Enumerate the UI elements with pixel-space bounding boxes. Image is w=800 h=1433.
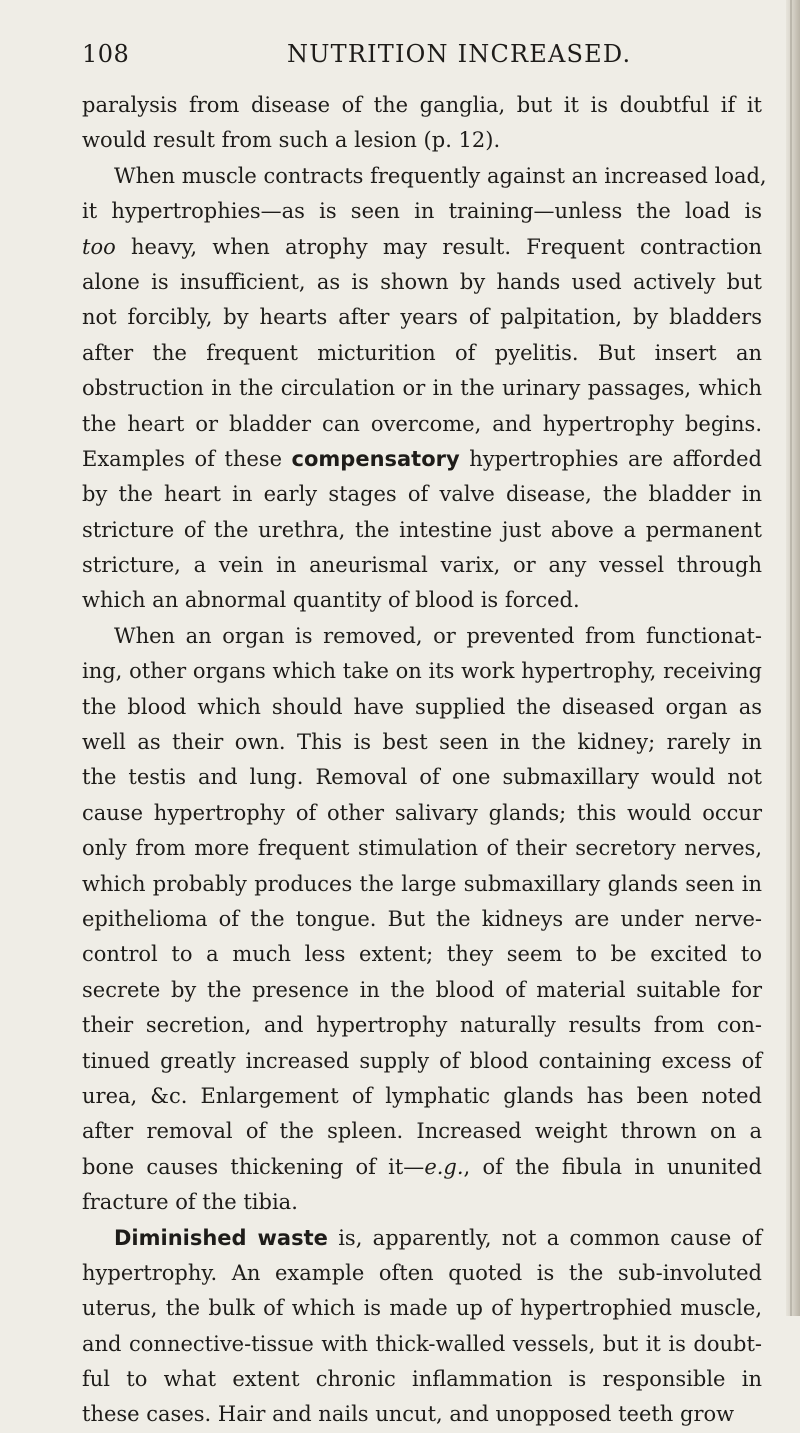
text-line: after the frequent micturition of pyelitis. But insert an (82, 340, 762, 365)
text-line: ful to what extent chronic inflammation is responsible in (82, 1367, 762, 1392)
text-line: by the heart in early stages of valve disease, the bladder in (82, 482, 762, 507)
text-line: fracture of the tibia. (82, 1190, 298, 1215)
text-line: these cases. Hair and nails uncut, and unopposed teeth grow (82, 1402, 735, 1427)
text-line: urea, &c. Enlargement of lymphatic glands has been noted (82, 1083, 762, 1108)
page-edge-shadow (786, 0, 800, 1316)
text-line: the heart or bladder can overcome, and hypertrophy begins. (82, 411, 762, 436)
text-line: only from more frequent stimulation of their secretory nerves, (82, 836, 762, 861)
text-line: the testis and lung. Removal of one submaxillary would not (82, 765, 762, 790)
text-line: the blood which should have supplied the diseased organ as (82, 694, 762, 719)
text-line (82, 1221, 762, 1256)
line-segment: , of the fibula in ununited (463, 1154, 762, 1179)
text-line: When an organ is removed, or prevented from functionat- (114, 623, 762, 648)
body-text (82, 88, 767, 1433)
text-line: uterus, the bulk of which is made up of hypertrophied muscle, (82, 1296, 762, 1321)
text-line: would result from such a lesion (p. 12). (82, 128, 501, 153)
text-line: secrete by the presence in the blood of material suitable for (82, 977, 762, 1002)
text-line (82, 230, 762, 265)
text-line: ing, other organs which take on its work hypertrophy, receiving (82, 659, 762, 684)
text-line: When muscle contracts frequently against an increased load, (114, 163, 767, 188)
text-line: tinued greatly increased supply of blood containing excess of (82, 1048, 762, 1073)
text-line: it hypertrophies—as is seen in training—unless the load is (82, 199, 762, 224)
text-line: control to a much less extent; they seem to be excited to (82, 942, 762, 967)
italic-abbrev: e.g. (424, 1154, 464, 1179)
line-segment: is, apparently, not a common cause of (327, 1225, 763, 1250)
text-line: paralysis from disease of the ganglia, but it is doubtful if it (82, 93, 762, 117)
line-segment: bone causes thickening of it— (82, 1154, 425, 1179)
text-line: epithelioma of the tongue. But the kidneys are under nerve- (82, 906, 762, 931)
text-line (82, 442, 762, 477)
text-line: after removal of the spleen. Increased weight thrown on a (82, 1119, 762, 1144)
running-header (82, 40, 762, 76)
text-line: and connective-tissue with thick-walled vessels, but it is doubt- (82, 1331, 762, 1356)
text-line: their secretion, and hypertrophy naturally results from con- (82, 1013, 762, 1038)
running-title: NUTRITION INCREASED. (287, 40, 632, 68)
bold-term: Diminished waste (114, 1225, 328, 1250)
bold-term: compensatory (291, 446, 460, 471)
text-line: hypertrophy. An example often quoted is the sub-involuted (82, 1260, 762, 1285)
text-line: stricture of the urethra, the intestine just above a permanent (82, 517, 762, 542)
line-segment: heavy, when atrophy may result. Frequent contraction (115, 234, 762, 259)
text-line: not forcibly, by hearts after years of palpitation, by bladders (82, 305, 762, 330)
text-line: alone is insufficient, as is shown by hands used actively but (82, 269, 762, 294)
line-segment: Examples of these (82, 446, 292, 471)
text-line: well as their own. This is best seen in the kidney; rarely in (82, 730, 762, 755)
text-line: stricture, a vein in aneurismal varix, or any vessel through (82, 553, 762, 578)
line-segment: hypertrophies are afforded (459, 446, 762, 471)
text-line: which an abnormal quantity of blood is forced. (82, 588, 580, 613)
italic-word: too (82, 234, 116, 259)
page-number: 108 (82, 40, 130, 68)
text-line (82, 1150, 762, 1185)
text-line: cause hypertrophy of other salivary glands; this would occur (82, 800, 762, 825)
text-line: which probably produces the large submaxillary glands seen in (82, 871, 762, 896)
text-line: obstruction in the circulation or in the urinary passages, which (82, 376, 762, 401)
